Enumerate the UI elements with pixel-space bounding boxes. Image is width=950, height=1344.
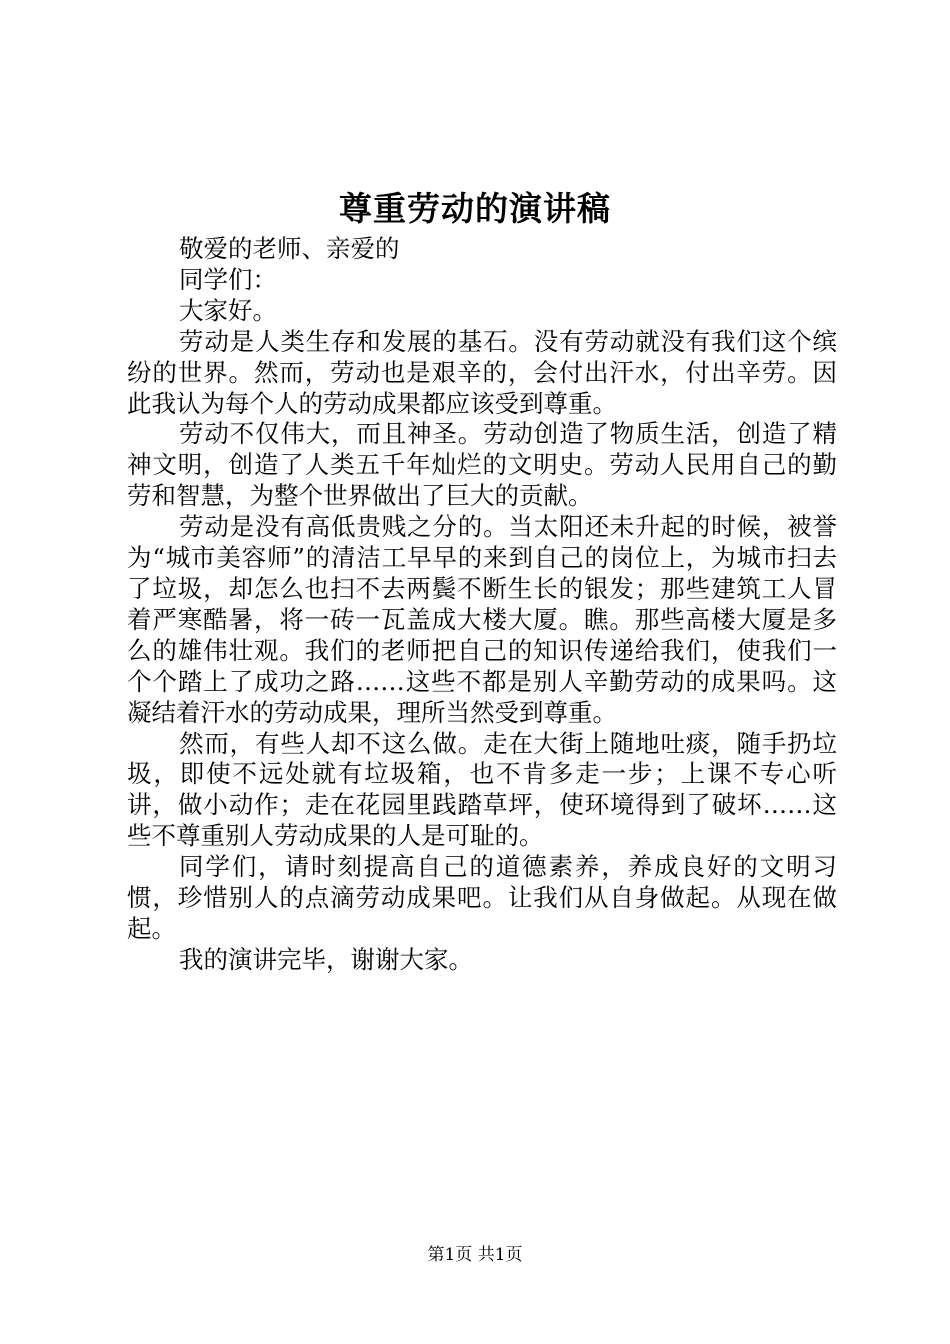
paragraph-body-2: 劳动不仅伟大，而且神圣。劳动创造了物质生活，创造了精神文明，创造了人类五千年灿烂的文明史。劳动人民用自己的勤劳和智慧，为整个世界做出了巨大的贡献。 — [127, 419, 837, 511]
page-number-footer: 第1页 共1页 — [427, 1245, 523, 1265]
paragraph-body-5: 同学们，请时刻提高自己的道德素养，养成良好的文明习惯，珍惜别人的点滴劳动成果吧。让我们从自身做起。从现在做起。 — [127, 852, 837, 943]
paragraph-greeting: 大家好。 — [179, 295, 277, 325]
paragraph-body-3: 劳动是没有高低贵贱之分的。当太阳还未升起的时候，被誉为“城市美容师”的清洁工早早的来到自己的岗位上，为城市扫去了垃圾，却怎么也扫不去两鬓不断生长的银发；那些建筑工人冒着严寒酷暑，将一砖一瓦盖成大楼大厦。瞧。那些高楼大厦是多么的雄伟壮观。我们的老师把自己的知识传递给我们，使我们一个个踏上了成功之路……这些不都是别人辛勤劳动的成果吗。这凝结着汗水的劳动成果，理所当然受到尊重。 — [127, 512, 837, 727]
document-body — [127, 234, 837, 976]
paragraph-body-4: 然而，有些人却不这么做。走在大街上随地吐痰，随手扔垃圾，即使不远处就有垃圾箱，也不肯多走一步；上课不专心听讲，做小动作；走在花园里践踏草坪，使环境得到了破坏……这些不尊重别人劳动成果的人是可耻的。 — [127, 728, 837, 851]
paragraph-body-1: 劳动是人类生存和发展的基石。没有劳动就没有我们这个缤纷的世界。然而，劳动也是艰辛的，会付出汗水，付出辛劳。因此我认为每个人的劳动成果都应该受到尊重。 — [127, 326, 837, 418]
document-title: 尊重劳动的演讲稿 — [339, 189, 611, 228]
paragraph-salutation-2: 同学们： — [179, 264, 277, 294]
paragraph-closing: 我的演讲完毕，谢谢大家。 — [179, 944, 473, 974]
paragraph-salutation-1: 敬爱的老师、亲爱的 — [179, 234, 400, 263]
